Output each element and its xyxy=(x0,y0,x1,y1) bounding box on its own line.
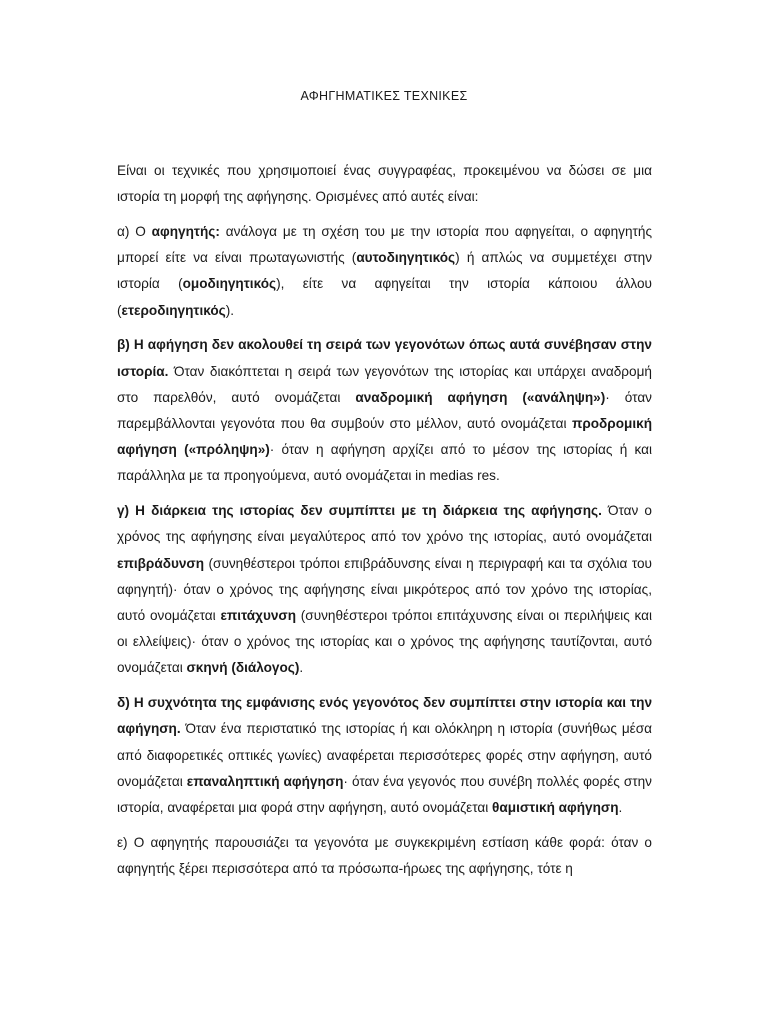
text-segment: · όταν ένα γεγονός που συνέβη πολλές φορές στην ιστορία, αναφέρεται μια φορά στην αφήγηση, αυτό ονομάζεται xyxy=(117,773,652,816)
text-segment: · όταν παρεμβάλλονται γεγονότα που θα συμβούν στο μέλλον, αυτό ονομάζεται xyxy=(117,389,652,432)
text-segment: Είναι οι τεχνικές που χρησιμοποιεί ένας συγγραφέας, προκειμένου να δώσει σε μια ιστορία τη μορφή της αφήγησης. Ορισμένες από αυτές είναι: xyxy=(117,163,652,205)
document-body xyxy=(117,158,652,891)
text-segment: Όταν διακόπτεται η σειρά των γεγονότων της ιστορίας και υπάρχει αναδρομή στο παρελθόν, αυτό ονομάζεται xyxy=(117,363,652,405)
bold-term: σκηνή (διάλογος) xyxy=(186,660,300,676)
paragraph-b xyxy=(117,332,652,489)
text-segment: Όταν ο χρόνος της αφήγησης είναι μεγαλύτερος από τον χρόνο της ιστορίας, αυτό ονομάζεται xyxy=(117,503,652,545)
text-segment: ανάλογα με τη σχέση του με την ιστορία που αφηγείται, ο αφηγητής μπορεί είτε να είναι πρωταγωνιστής ( xyxy=(117,224,652,266)
paragraph-d xyxy=(117,690,652,821)
text-segment: (συνηθέστεροι τρόποι επιβράδυνσης είναι η περιγραφή και τα σχόλια του αφηγητή)· όταν ο χρόνος της αφήγησης είναι μικρότερος από τον χρόνο της ιστορίας, αυτό ονομάζεται xyxy=(117,555,652,624)
text-segment: Όταν ένα περιστατικό της ιστορίας ή και ολόκληρη η ιστορία (συνήθως μέσα από διαφορετικές οπτικές γωνίες) αναφέρεται περισσότερες φορές στην αφήγηση, αυτό ονομάζεται xyxy=(117,721,652,789)
text-segment: ε) Ο αφηγητής παρουσιάζει τα γεγονότα με συγκεκριμένη εστίαση κάθε φορά: xyxy=(117,834,605,850)
bold-term: δ) Η συχνότητα της εμφάνισης ενός γεγονότος δεν συμπίπτει στην ιστορία και την αφήγηση. xyxy=(117,695,652,737)
bold-term: ομοδιηγητικός xyxy=(182,276,277,292)
text-segment: . xyxy=(618,800,623,816)
text-segment: . xyxy=(299,660,304,676)
bold-term: αφηγητής: xyxy=(151,224,220,239)
bold-term: γ) Η διάρκεια της ιστορίας δεν συμπίπτει με τη διάρκεια της αφήγησης. xyxy=(117,503,602,519)
bold-term: αναδρομική αφήγηση («ανάληψη») xyxy=(355,389,606,405)
paragraph-e xyxy=(117,830,652,882)
bold-term: προδρομική αφήγηση («πρόληψη») xyxy=(117,416,652,458)
paragraph-c xyxy=(117,498,652,681)
text-segment: όταν ο αφηγητής ξέρει περισσότερα από τα πρόσωπα-ήρωες της αφήγησης, τότε η xyxy=(117,834,652,877)
paragraph-a xyxy=(117,219,652,324)
document-title: ΑΦΗΓΗΜΑΤΙΚΕΣ ΤΕΧΝΙΚΕΣ xyxy=(300,89,468,103)
text-segment: (συνηθέστεροι τρόποι επιτάχυνσης είναι οι περιλήψεις και οι ελλείψεις)· όταν ο χρόνος της ιστορίας και ο χρόνος της αφήγησης ταυτίζονται, αυτό ονομάζεται xyxy=(117,608,653,676)
text-segment: ). xyxy=(225,302,235,318)
bold-term: ετεροδιηγητικός xyxy=(121,302,226,318)
text-segment: ) ή απλώς να συμμετέχει στην ιστορία ( xyxy=(117,250,652,292)
bold-term: επιτάχυνση xyxy=(220,608,297,624)
bold-term: επιβράδυνση xyxy=(117,555,205,571)
paragraph-intro xyxy=(117,158,652,210)
bold-term: αυτοδιηγητικός xyxy=(356,250,456,266)
text-segment: · όταν η αφήγηση αρχίζει από το μέσον της ιστορίας ή και παράλληλα με τα προηγούμενα, αυτό ονομάζεται in medias res. xyxy=(117,442,652,484)
bold-term: β) Η αφήγηση δεν ακολουθεί τη σειρά των γεγονότων όπως αυτά συνέβησαν στην ιστορία. xyxy=(117,337,652,379)
text-segment: α) Ο xyxy=(117,224,152,239)
bold-term: επαναληπτική αφήγηση xyxy=(186,773,344,789)
text-segment: ), είτε να αφηγείται την ιστορία κάποιου άλλου ( xyxy=(117,276,652,318)
bold-term: θαμιστική αφήγηση xyxy=(492,800,619,816)
